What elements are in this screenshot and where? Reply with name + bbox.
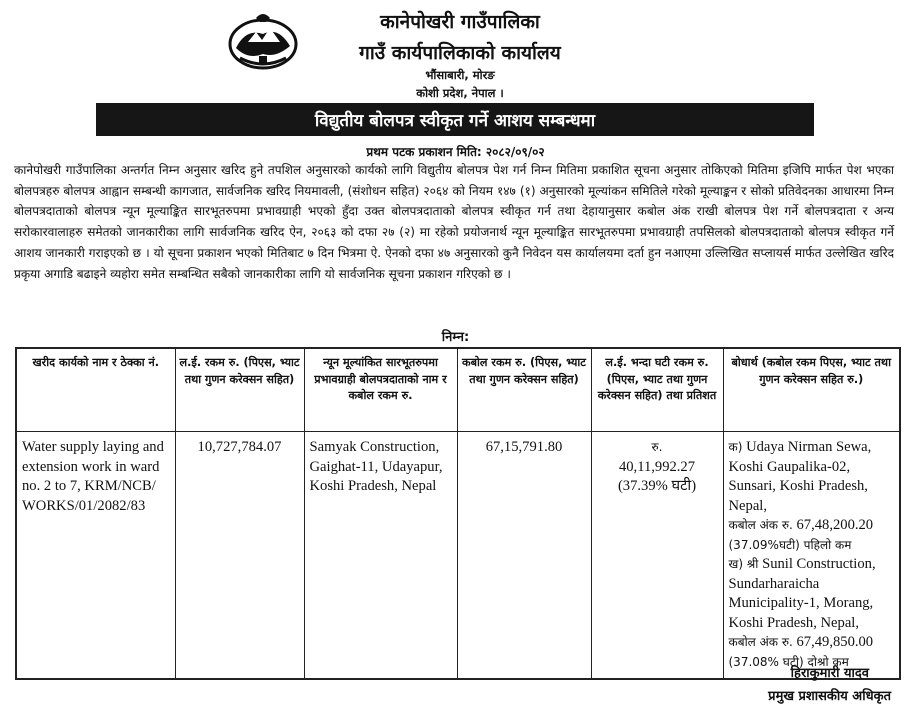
cc-a-amount: 67,48,200.20 <box>796 517 874 533</box>
cell-bidder: Samyak Construction, Gaighat-11, Udayapur, Koshi Pradesh, Nepal <box>304 432 457 680</box>
table-header-row <box>16 348 900 432</box>
less-amount: 40,11,992.27 <box>618 458 696 475</box>
cc-b-name: Sunil Construction, Sundarharaicha Municipality-1, Morang, Koshi Pradesh, Nepal, <box>728 556 876 631</box>
less-percent: (37.39% घटी) <box>617 478 697 494</box>
signatory-designation: प्रमुख प्रशासकीय अधिकृत <box>768 689 891 704</box>
bid-table <box>15 347 901 680</box>
cc-b-amount: 67,49,850.00 <box>796 634 874 650</box>
cc-b-amount-label: कबोल अंक रु. <box>728 635 793 649</box>
cell-less-amount <box>591 432 723 680</box>
cell-estimate: 10,727,784.07 <box>175 432 304 680</box>
publication-date: प्रथम पटक प्रकाशन मिति: २०८२/०९/०२ <box>366 145 545 159</box>
header-less-amount: ल.ई. भन्दा घटी रकम रु. (पिएस, भ्याट तथा गुणन करेक्सन सहित) तथा प्रतिशत <box>591 348 723 432</box>
cc-b-label: ख) श्री <box>728 557 759 571</box>
municipality-title: कानेपोखरी गाउँपालिका <box>380 11 540 33</box>
signatory-name: हिराकुमारी यादव <box>790 666 869 681</box>
header-estimate: ल.ई. रकम रु. (पिएस, भ्याट तथा गुणन करेक्सन सहित) <box>175 348 304 432</box>
nepal-emblem-icon <box>226 8 300 72</box>
office-title: गाउँ कार्यपालिकाको कार्यालय <box>359 42 561 64</box>
cc-a-rank: (37.09%घटी) पहिलो कम <box>728 537 852 552</box>
table-heading: निम्न: <box>441 330 470 345</box>
table-row <box>16 432 900 680</box>
header-bid-amount: कबोल रकम रु. (पिएस, भ्याट तथा गुणन करेक्सन सहित) <box>457 348 591 432</box>
address-line-1: भौंसाबारी, मोरङ <box>425 68 495 82</box>
cc-a-name: Udaya Nirman Sewa, Koshi Gaupalika-02, Sunsari, Koshi Pradesh, Nepal, <box>728 439 872 514</box>
header-bidder: न्यून मूल्यांकित सारभूतरुपमा प्रभावग्राही बोलपत्रदाताको नाम र कबोल रकम रु. <box>304 348 457 432</box>
cell-bid-amount: 67,15,791.80 <box>457 432 591 680</box>
less-prefix: रु. <box>651 440 663 454</box>
cc-a-label: क) <box>728 440 743 454</box>
address-line-2: कोशी प्रदेश, नेपाल । <box>416 86 504 100</box>
notice-body: कानेपोखरी गाउँपालिका अन्तर्गत निम्न अनुसार खरिद हुने तपशिल अनुसारको कार्यको लागि विद्युतीय बोलपत्र पेश गर्न निम्न मितिमा प्रकाशित सूचना अनुसार तोकिएको मितिमा इजिपि मार्फत पेश भएका बोलपत्रहरु बोलपत्र आह्वान सम्बन्धी कागजात, सार्वजनिक खरिद नियमावली, (संशोधन सहित) २०६४ को नियम १४७ (१) अनुसारको मूल्यांकन समितिले गरेको मूल्याङ्कन र सोको प्रतिवेदनका आधारमा निम्न बोलपत्रदाताको बोलपत्र न्यून मूल्याङ्कित सारभूतरुपमा प्रभावग्राही भएको हुँदा उक्त बोलपत्रदाताको बोलपत्र स्वीकृत गर्न तथा देहायानुसार कबोल अंक राखी बोलपत्र पेश गर्ने बोलपत्रदाता र अन्य सरोकारवालाहरु समेतको जानकारीका लागि सार्वजनिक खरिद ऐन, २०६३ को दफा २७ (२) मा रहेको प्रयोजनार्थ न्यून मूल्याङ्कित सारभूतरुपमा प्रभावग्राही तपसिलको बोलपत्रदाताको बोलपत्र स्वीकृत गर्ने आशय जानकारी गराइएको छ । यो सूचना प्रकाशन भएको मितिबाट ७ दिन भित्रमा ऐ. ऐनको दफा ४७ अनुसारको कुनै निवेदन यस कार्यालयमा दर्ता हुन नआएमा उल्लिखित सप्लायर्स मार्फत उल्लेखित खरिद प्रकृया अगाडि बढाइने व्यहोरा समेत सम्बन्धित सबैको जानकारीका लागि यो सार्वजनिक सूचना प्रकाशन गरिएको छ । <box>14 163 894 281</box>
cc-b-rank: (37.08% घटी) दोश्रो कम <box>728 654 849 669</box>
cc-a-amount-label: कबोल अंक रु. <box>728 518 793 532</box>
header-work: खरीद कार्यको नाम र ठेक्का नं. <box>16 348 175 432</box>
header-cc: बोधार्थ (कबोल रकम पिएस, भ्याट तथा गुणन करेक्सन सहित रु.) <box>723 348 900 432</box>
cell-work: Water supply laying and extension work in ward no. 2 to 7, KRM/NCB/ WORKS/01/2082/83 <box>16 432 175 680</box>
notice-banner: विद्युतीय बोलपत्र स्वीकृत गर्ने आशय सम्बन्धमा <box>96 103 814 136</box>
cell-cc <box>723 432 900 680</box>
